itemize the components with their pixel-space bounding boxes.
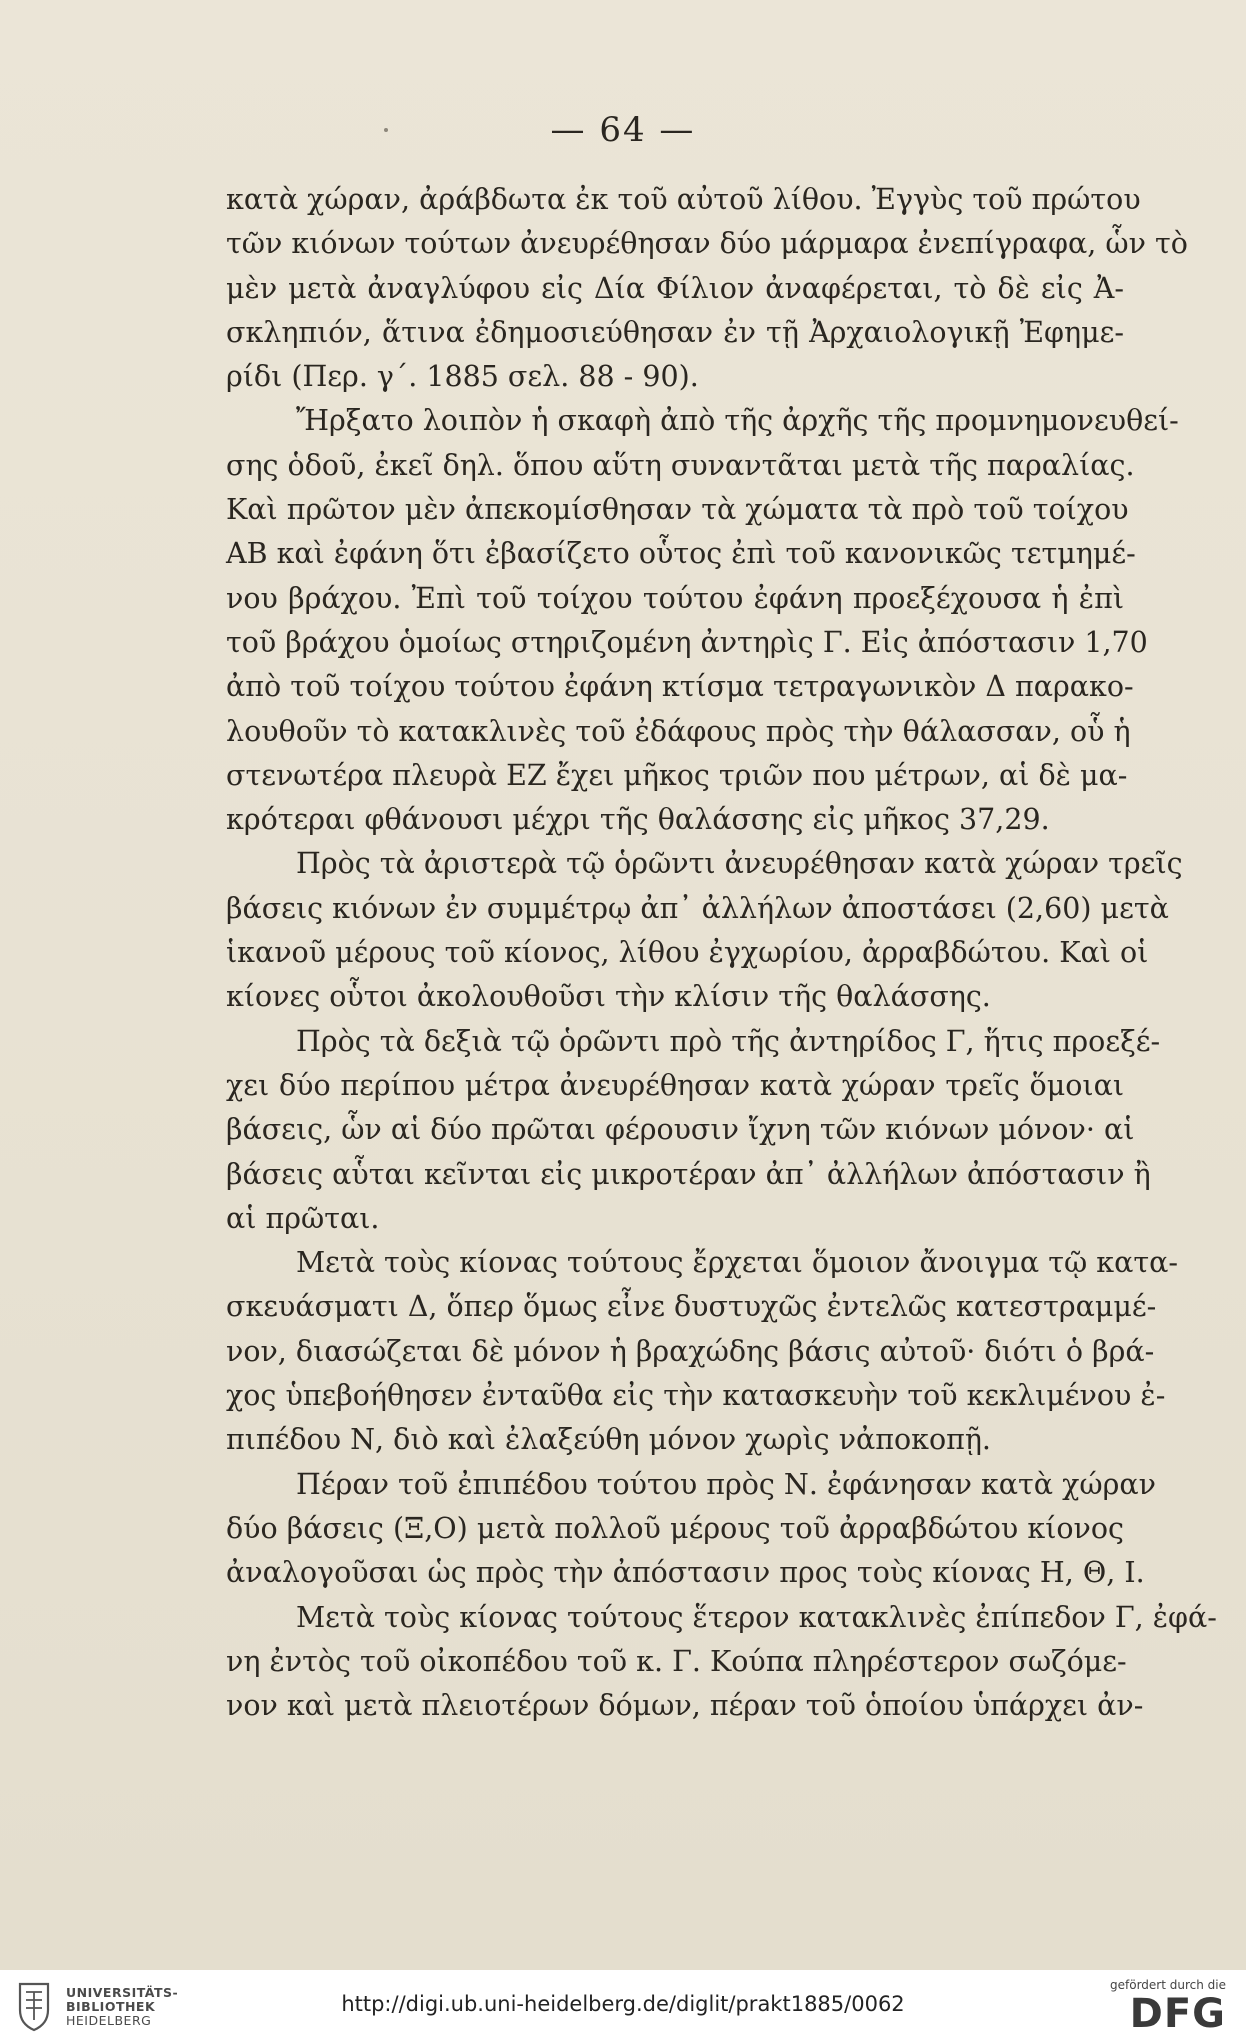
text-line: βάσεις αὗται κεῖνται εἰς μικροτέραν ἀπ᾽ ἀλλήλων ἀπόστασιν ἢ	[226, 1157, 1151, 1191]
text-line: δύο βάσεις (Ξ,Ο) μετὰ πολλοῦ μέρους τοῦ ἀρραβδώτου κίονος	[226, 1511, 1124, 1545]
text-line: Ἤρξατο λοιπὸν ἡ σκαφὴ ἀπὸ τῆς ἀρχῆς τῆς προμνημονευθεί-	[296, 404, 1179, 438]
institution-line-1: UNIVERSITÄTS-	[66, 1985, 179, 2000]
text-line: πιπέδου Ν, διὸ καὶ ἐλαξεύθη μόνον χωρὶς νἀποκοπῇ.	[226, 1423, 991, 1457]
text-line: Πέραν τοῦ ἐπιπέδου τούτου πρὸς Ν. ἐφάνησαν κατὰ χώραν	[296, 1467, 1156, 1501]
text-line: βάσεις, ὧν αἱ δύο πρῶται φέρουσιν ἴχνη τῶν κιόνων μόνον· αἱ	[226, 1113, 1135, 1147]
text-line: κίονες οὗτοι ἀκολουθοῦσι τὴν κλίσιν τῆς θαλάσσης.	[226, 980, 991, 1014]
text-line: τῶν κιόνων τούτων ἀνευρέθησαν δύο μάρμαρα ἐνεπίγραφα, ὧν τὸ	[226, 227, 1188, 261]
text-line: βάσεις κιόνων ἐν συμμέτρῳ ἀπ᾽ ἀλλήλων ἀποστάσει (2,60) μετὰ	[226, 891, 1169, 925]
digitization-footer	[0, 1970, 1246, 2043]
page-number: — 64 —	[550, 110, 696, 150]
text-line: ἀναλογοῦσαι ὡς πρὸς τὴν ἀπόστασιν προς τοὺς κίονας Η, Θ, Ι.	[226, 1556, 1145, 1590]
text-line: νον καὶ μετὰ πλειοτέρων δόμων, πέραν τοῦ ὁποίου ὑπάρχει ἀν-	[226, 1689, 1144, 1723]
text-line: Μετὰ τοὺς κίονας τούτους ἕτερον κατακλινὲς ἐπίπεδον Γ, ἐφά-	[296, 1600, 1217, 1634]
text-line: Μετὰ τοὺς κίονας τούτους ἔρχεται ὅμοιον ἄνοιγμα τῷ κατα-	[296, 1246, 1178, 1280]
source-url-link[interactable]: http://digi.ub.uni-heidelberg.de/diglit/prakt1885/0062	[341, 1992, 905, 2016]
text-line: ἱκανοῦ μέρους τοῦ κίονος, λίθου ἐγχωρίου, ἀρραβδώτου. Καὶ οἱ	[226, 936, 1149, 970]
text-line: σκληπιόν, ἅτινα ἐδημοσιεύθησαν ἐν τῇ Ἀρχαιολογικῇ Ἐφημε-	[226, 315, 1124, 349]
institution-line-2: BIBLIOTHEK	[66, 1999, 156, 2014]
text-line: σκευάσματι Δ, ὅπερ ὅμως εἶνε δυστυχῶς ἐντελῶς κατεστραμμέ-	[226, 1290, 1157, 1324]
funding-text: gefördert durch die	[1110, 1978, 1226, 1992]
dfg-logo: DFG	[1129, 1991, 1226, 2037]
text-line: αἱ πρῶται.	[226, 1201, 380, 1235]
text-line: ἀπὸ τοῦ τοίχου τούτου ἐφάνη κτίσμα τετραγωνικὸν Δ παρακο-	[226, 670, 1134, 704]
text-line: κατὰ χώραν, ἀράβδωτα ἐκ τοῦ αὐτοῦ λίθου. Ἐγγὺς τοῦ πρώτου	[226, 183, 1141, 216]
text-line: νη ἐντὸς τοῦ οἰκοπέδου τοῦ κ. Γ. Κούπα πληρέστερον σωζόμε-	[226, 1644, 1127, 1678]
text-line: κρότεραι φθάνουσι μέχρι τῆς θαλάσσης εἰς μῆκος 37,29.	[226, 803, 1050, 837]
text-line: χει δύο περίπου μέτρα ἀνευρέθησαν κατὰ χώραν τρεῖς ὅμοιαι	[226, 1068, 1124, 1102]
text-line: νου βράχου. Ἐπὶ τοῦ τοίχου τούτου ἐφάνη προεξέχουσα ἡ ἐπὶ	[226, 581, 1124, 615]
text-line: λουθοῦν τὸ κατακλινὲς τοῦ ἐδάφους πρὸς τὴν θάλασσαν, οὗ ἡ	[226, 714, 1131, 748]
text-line: στενωτέρα πλευρὰ ΕΖ ἔχει μῆκος τριῶν που μέτρων, αἱ δὲ μα-	[226, 758, 1128, 792]
text-line: σης ὁδοῦ, ἐκεῖ δηλ. ὅπου αὕτη συναντᾶται μετὰ τῆς παραλίας.	[226, 448, 1135, 482]
text-line: χος ὑπεβοήθησεν ἐνταῦθα εἰς τὴν κατασκευὴν τοῦ κεκλιμένου ἐ-	[226, 1379, 1166, 1413]
text-line: μὲν μετὰ ἀναγλύφου εἰς Δία Φίλιον ἀναφέρεται, τὸ δὲ εἰς Ἀ-	[226, 271, 1124, 305]
text-line: τοῦ βράχου ὁμοίως στηριζομένη ἀντηρὶς Γ. Εἰς ἀπόστασιν 1,70	[226, 625, 1148, 659]
body-text	[226, 178, 1217, 1728]
text-line: Πρὸς τὰ δεξιὰ τῷ ὁρῶντι πρὸ τῆς ἀντηρίδος Γ, ἥτις προεξέ-	[296, 1024, 1161, 1058]
text-line: ρίδι (Περ. γ΄. 1885 σελ. 88 - 90).	[226, 360, 699, 394]
institution-line-3: HEIDELBERG	[66, 2013, 152, 2028]
text-line: νον, διασώζεται δὲ μόνον ἡ βραχώδης βάσις αὐτοῦ· διότι ὁ βρά-	[226, 1334, 1155, 1368]
text-line: ΑΒ καὶ ἐφάνη ὅτι ἐβασίζετο οὗτος ἐπὶ τοῦ κανονικῶς τετμημέ-	[226, 537, 1136, 571]
text-line: Πρὸς τὰ ἀριστερὰ τῷ ὁρῶντι ἀνευρέθησαν κατὰ χώραν τρεῖς	[296, 847, 1183, 881]
text-line: Καὶ πρῶτον μὲν ἀπεκομίσθησαν τὰ χώματα τὰ πρὸ τοῦ τοίχου	[226, 493, 1129, 527]
funding-credit	[1076, 1978, 1226, 2036]
